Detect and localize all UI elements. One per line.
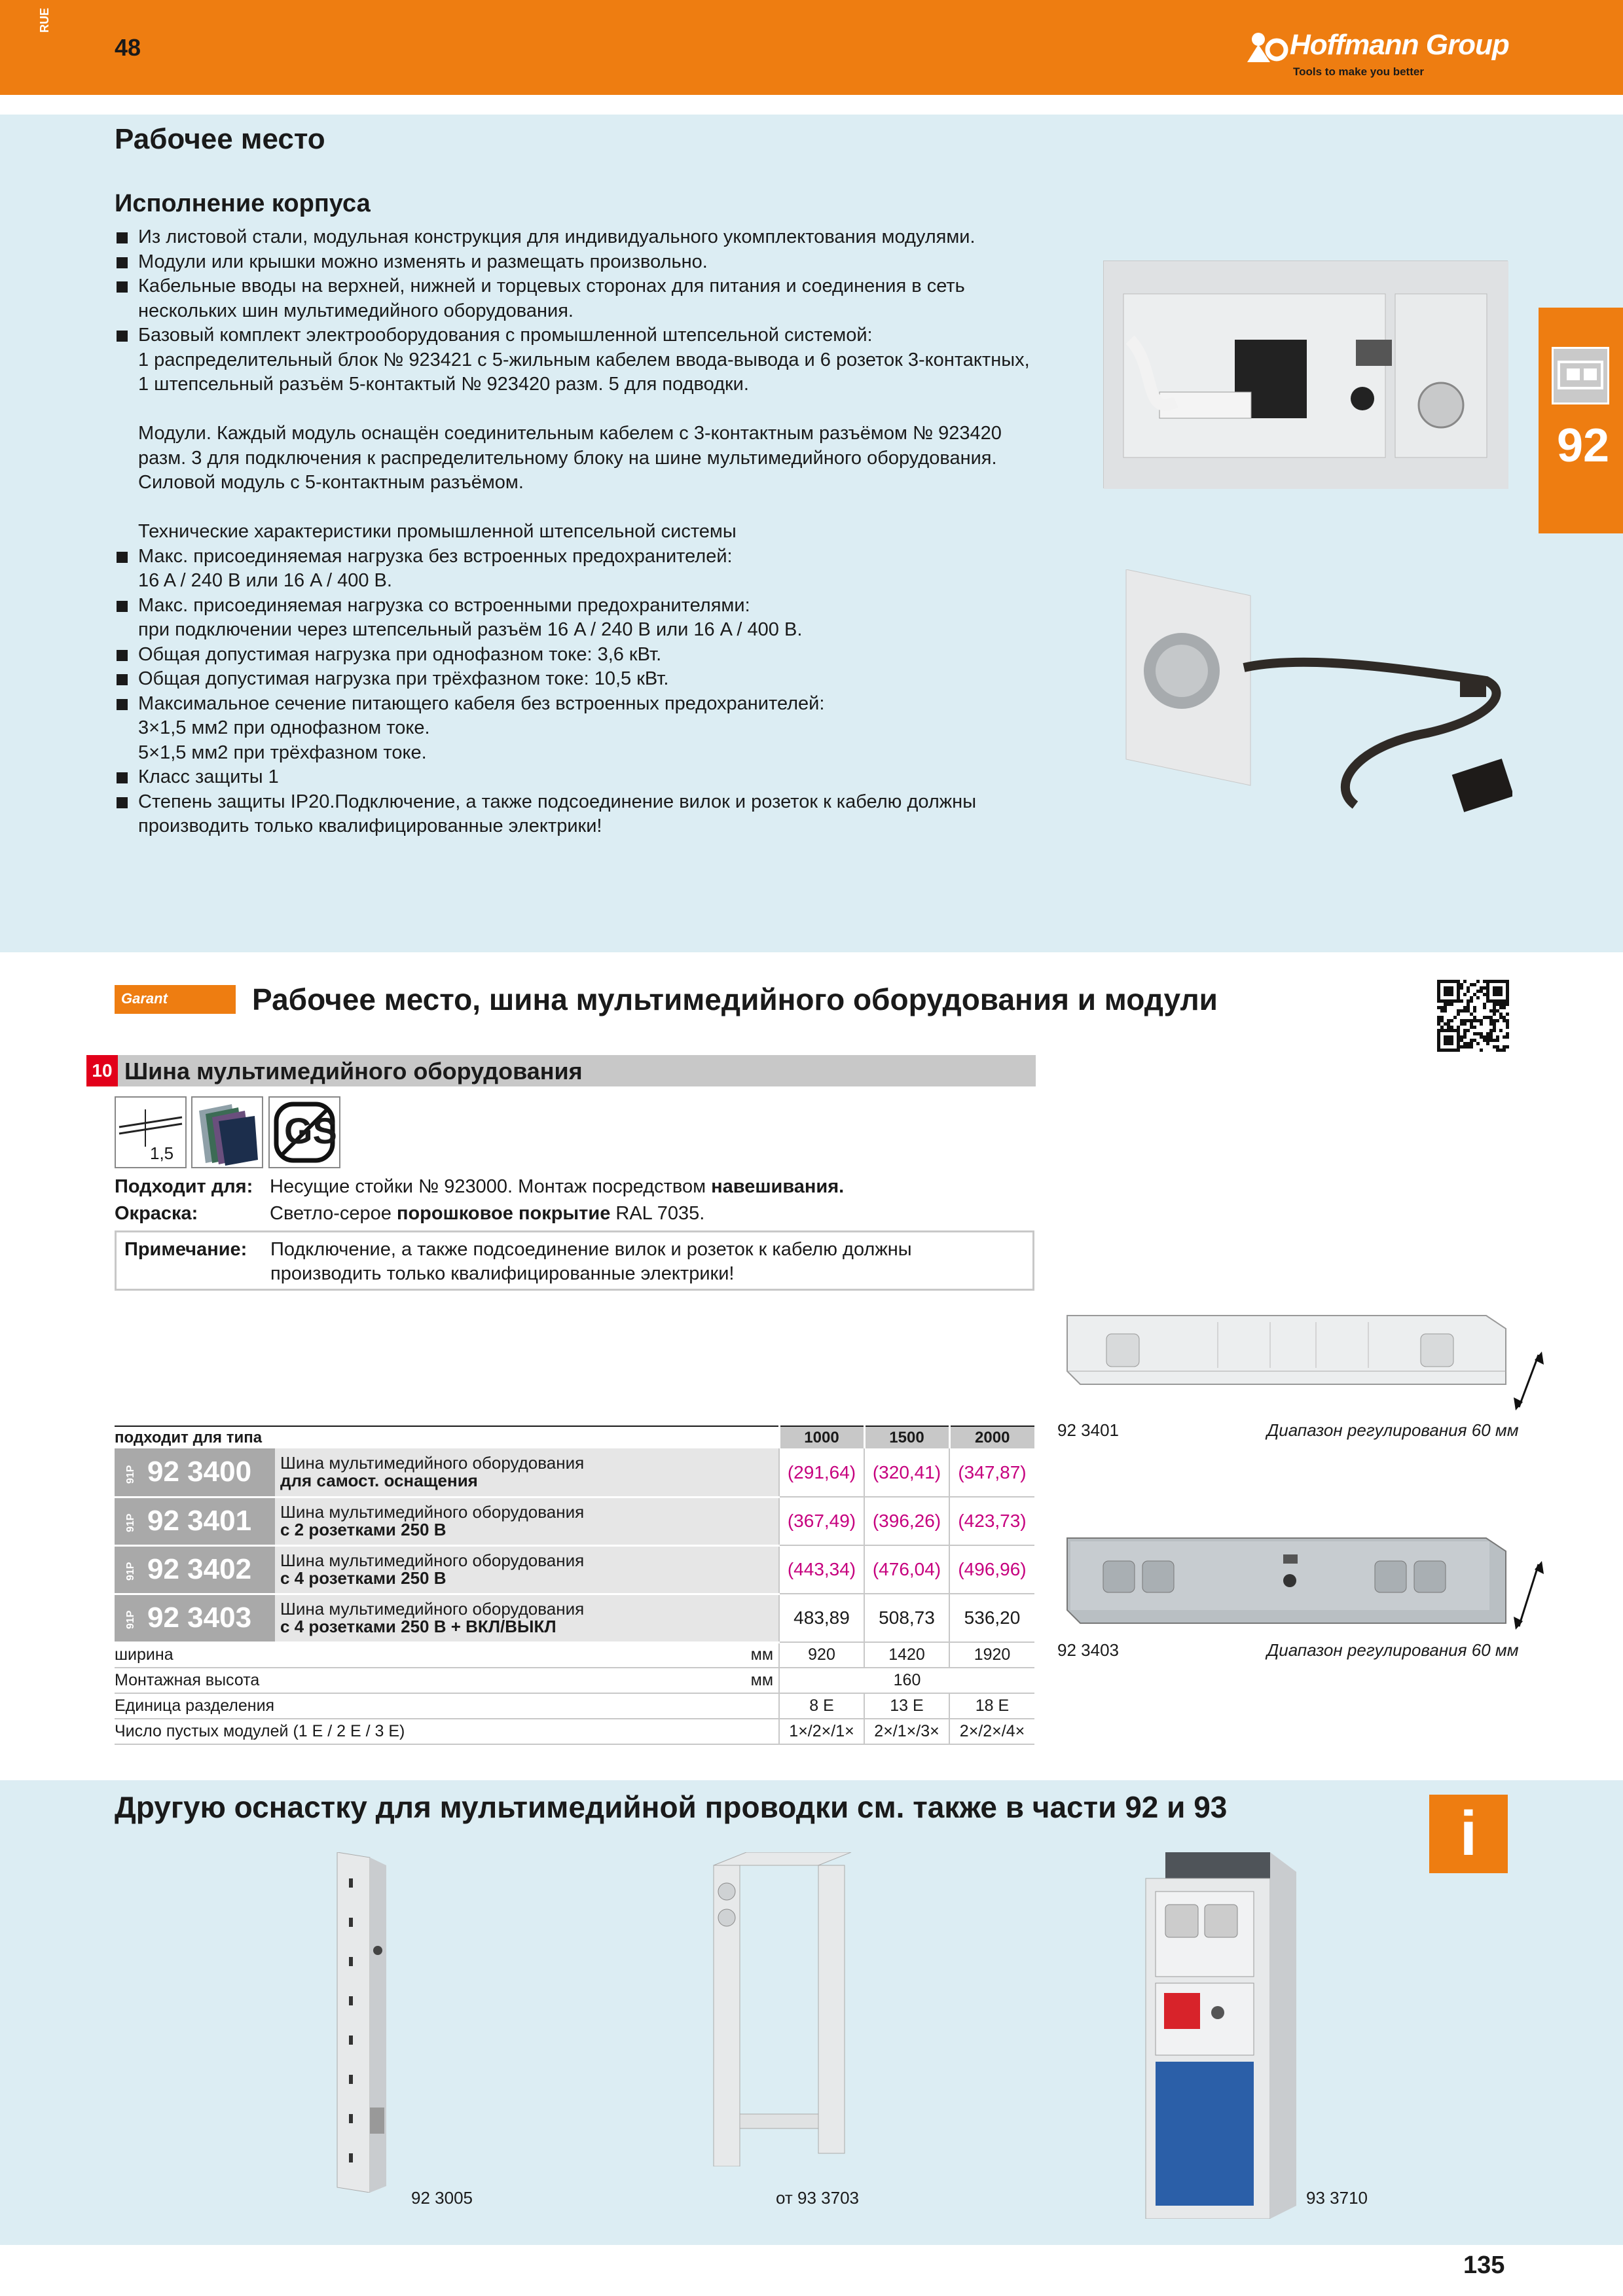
feature-line: Модули. Каждый модуль оснащён соединительным кабелем с 3-контактным разъёмом № 923420 <box>138 423 1002 444</box>
rail-photo-2-sockets <box>1054 1302 1545 1420</box>
hoffmann-logo-icon <box>1244 26 1290 65</box>
paint-text: Светло-серое порошковое покрытие RAL 7035. <box>270 1203 705 1224</box>
brand-name: Hoffmann Group <box>1290 29 1509 61</box>
color-swatches-icon <box>191 1096 263 1168</box>
article-description <box>275 1448 779 1497</box>
price-cell[interactable]: 536,20 <box>949 1594 1034 1642</box>
section-title: Рабочее место <box>115 123 325 155</box>
article-prefix: 91P <box>125 1465 136 1484</box>
product-title: Рабочее место, шина мультимедийного оборудования и модули <box>252 982 1218 1016</box>
description-line-1: Шина мультимедийного оборудования <box>280 1599 585 1619</box>
feature-line: Силовой модуль с 5-контактным разъёмом. <box>138 472 524 493</box>
spec-label: Монтажная высота <box>115 1668 727 1693</box>
description-line-2: с 2 розетками 250 В <box>280 1520 447 1539</box>
article-number-cell <box>115 1594 275 1642</box>
description-line-2: с 4 розетками 250 В <box>280 1568 447 1588</box>
article-number: 92 3402 <box>147 1553 252 1585</box>
table-row <box>115 1448 1034 1497</box>
note-box <box>115 1230 1034 1291</box>
spec-row <box>115 1668 1034 1693</box>
description-line-1: Шина мультимедийного оборудования <box>280 1502 585 1522</box>
language-code: RUE <box>38 7 51 33</box>
paint-label: Окраска: <box>115 1203 198 1224</box>
description-line-1: Шина мультимедийного оборудования <box>280 1453 585 1473</box>
figure-1-number: 92 3401 <box>1057 1420 1119 1440</box>
spec-row <box>115 1693 1034 1719</box>
feature-line: Из листовой стали, модульная конструкция для индивидуального укомплектования модулями. <box>115 225 1097 250</box>
table-row <box>115 1594 1034 1642</box>
feature-line: Базовый комплект электрооборудования с промышленной штепсельной системой: <box>115 323 1097 348</box>
feature-list <box>115 225 1097 839</box>
feature-line: 3×1,5 мм2 при однофазном токе. <box>138 717 430 738</box>
article-prefix: 91P <box>125 1513 136 1533</box>
article-prefix: 91P <box>125 1562 136 1581</box>
hoffmann-logo[interactable] <box>1244 26 1519 79</box>
chapter-tab[interactable] <box>1539 308 1623 533</box>
feature-line <box>115 495 1097 520</box>
frame-photo <box>707 1852 858 2166</box>
product-table <box>115 1426 1034 1745</box>
spec-row <box>115 1642 1034 1668</box>
gs-certification-icon <box>268 1096 340 1168</box>
feature-line: 5×1,5 мм2 при трёхфазном токе. <box>138 742 427 763</box>
power-cabinet-photo <box>1139 1852 1303 2219</box>
article-prefix: 91P <box>125 1610 136 1630</box>
accessory-1-number: 92 3005 <box>411 2188 473 2208</box>
accessory-3-number: 93 3710 <box>1306 2188 1368 2208</box>
info-icon[interactable]: i <box>1429 1795 1508 1873</box>
brand-tagline: Tools to make you better <box>1293 65 1424 78</box>
price-cell[interactable]: 508,73 <box>864 1594 949 1642</box>
price-cell[interactable]: (423,73) <box>949 1497 1034 1545</box>
garant-badge <box>115 985 236 1014</box>
spec-label: Единица разделения <box>115 1693 727 1719</box>
type-column-header: 1000 <box>779 1426 864 1448</box>
item-header <box>86 1055 1036 1086</box>
figure-1-caption: Диапазон регулирования 60 мм <box>1267 1420 1519 1440</box>
feature-line: разм. 3 для подключения к распределительному блоку на шине мультимедийного оборудования. <box>138 447 997 469</box>
spec-label: Число пустых модулей (1 E / 2 E / 3 E) <box>115 1719 727 1744</box>
fits-text: Несущие стойки № 923000. Монтаж посредством навешивания. <box>270 1176 845 1197</box>
price-cell[interactable]: (443,34) <box>779 1545 864 1594</box>
article-number-cell <box>115 1497 275 1545</box>
feature-line: Общая допустимая нагрузка при трёхфазном токе: 10,5 кВт. <box>115 667 1097 692</box>
feature-line: Кабельные вводы на верхней, нижней и торцевых сторонах для питания и соединения в сеть <box>115 274 1097 299</box>
spec-value: 1920 <box>949 1642 1034 1668</box>
spec-value: 920 <box>779 1642 864 1668</box>
sheet-thickness-icon <box>115 1096 187 1168</box>
fits-label: Подходит для: <box>115 1176 253 1197</box>
price-cell[interactable]: (496,96) <box>949 1545 1034 1594</box>
feature-line: производить только квалифицированные электрики! <box>138 816 602 836</box>
rail-photo-4-sockets-switch <box>1054 1528 1545 1640</box>
price-cell[interactable]: (396,26) <box>864 1497 949 1545</box>
feature-line: нескольких шин мультимедийного оборудования. <box>138 300 574 321</box>
spec-unit <box>727 1693 779 1719</box>
spec-value: 160 <box>779 1668 1034 1693</box>
garant-badge-text: Garant <box>121 990 168 1007</box>
price-cell[interactable]: (320,41) <box>864 1448 949 1497</box>
spec-value: 8 E <box>779 1693 864 1719</box>
feature-line: Технические характеристики промышленной штепсельной системы <box>138 521 737 542</box>
article-description <box>275 1594 779 1642</box>
type-column-header: 2000 <box>949 1426 1034 1448</box>
distribution-block-photo <box>1103 260 1508 488</box>
page-number-bottom: 135 <box>1463 2251 1505 2279</box>
connector-cable-photo <box>1120 569 1512 844</box>
feature-line: Общая допустимая нагрузка при однофазном токе: 3,6 кВт. <box>115 643 1097 668</box>
feature-line: Класс защиты 1 <box>115 765 1097 790</box>
item-title: Шина мультимедийного оборудования <box>124 1058 583 1085</box>
feature-line: Макс. присоединяемая нагрузка со встроенными предохранителями: <box>115 594 1097 619</box>
feature-line: Макс. присоединяемая нагрузка без встроенных предохранителей: <box>115 545 1097 569</box>
spec-unit <box>727 1719 779 1744</box>
chapter-number: 92 <box>1557 420 1610 472</box>
feature-line: Максимальное сечение питающего кабеля без встроенных предохранителей: <box>115 692 1097 717</box>
spec-value: 18 E <box>949 1693 1034 1719</box>
price-cell[interactable]: (291,64) <box>779 1448 864 1497</box>
table-row <box>115 1497 1034 1545</box>
spec-value: 13 E <box>864 1693 949 1719</box>
feature-line: Степень защиты IP20.Подключение, а также подсоединение вилок и розеток к кабелю должны <box>115 790 1097 815</box>
price-cell[interactable]: (476,04) <box>864 1545 949 1594</box>
note-line-2: производить только квалифицированные электрики! <box>270 1263 735 1284</box>
qr-code-icon[interactable] <box>1437 980 1509 1052</box>
distribution-block-image <box>1104 261 1508 489</box>
workbench-icon <box>1552 347 1609 404</box>
price-cell[interactable]: (367,49) <box>779 1497 864 1545</box>
article-description <box>275 1497 779 1545</box>
accessory-2-number: от 93 3703 <box>776 2188 860 2208</box>
note-line-1: Подключение, а также подсоединение вилок и розеток к кабелю должны <box>270 1239 912 1260</box>
article-description <box>275 1545 779 1594</box>
thickness-value: 1,5 <box>150 1143 174 1163</box>
page-number-top: 48 <box>115 34 141 61</box>
price-cell[interactable]: (347,87) <box>949 1448 1034 1497</box>
article-number-cell <box>115 1545 275 1594</box>
type-header-label: подходит для типа <box>115 1426 779 1448</box>
description-line-2: с 4 розетками 250 В + ВКЛ/ВЫКЛ <box>280 1617 556 1636</box>
figure-2-caption: Диапазон регулирования 60 мм <box>1267 1640 1519 1660</box>
feature-line: 16 A / 240 В или 16 A / 400 В. <box>138 570 392 591</box>
feature-line: при подключении через штепсельный разъём 16 A / 240 В или 16 A / 400 В. <box>138 619 803 640</box>
spec-unit: мм <box>727 1642 779 1668</box>
article-number: 92 3403 <box>147 1602 252 1634</box>
spec-value: 1420 <box>864 1642 949 1668</box>
spec-unit: мм <box>727 1668 779 1693</box>
figure-2-number: 92 3403 <box>1057 1640 1119 1660</box>
feature-line <box>115 397 1097 422</box>
connector-cable-image <box>1120 569 1512 844</box>
table-header-row <box>115 1426 1034 1448</box>
spec-label: ширина <box>115 1642 727 1668</box>
feature-line: 1 распределительный блок № 923421 с 5-жильным кабелем ввода-вывода и 6 розеток 3-контактных, <box>138 349 1030 370</box>
spec-value: 2×/1×/3× <box>864 1719 949 1744</box>
description-line-1: Шина мультимедийного оборудования <box>280 1551 585 1570</box>
spec-value: 2×/2×/4× <box>949 1719 1034 1744</box>
spec-row <box>115 1719 1034 1744</box>
description-line-2: для самост. оснащения <box>280 1471 478 1491</box>
price-cell[interactable]: 483,89 <box>779 1594 864 1642</box>
note-label: Примечание: <box>124 1239 247 1260</box>
type-column-header: 1500 <box>864 1426 949 1448</box>
table-row <box>115 1545 1034 1594</box>
item-number: 10 <box>86 1055 118 1086</box>
gs-mark: GS <box>284 1110 337 1151</box>
support-post-photo <box>331 1852 396 2193</box>
accessories-title: Другую оснастку для мультимедийной проводки см. также в части 92 и 93 <box>115 1790 1228 1824</box>
feature-line: 1 штепсельный разъём 5-контактый № 923420 разм. 5 для подводки. <box>138 374 749 395</box>
article-number: 92 3400 <box>147 1456 252 1488</box>
section-subtitle: Исполнение корпуса <box>115 190 371 217</box>
article-number: 92 3401 <box>147 1505 252 1537</box>
article-number-cell <box>115 1448 275 1497</box>
feature-line: Модули или крышки можно изменять и размещать произвольно. <box>115 250 1097 275</box>
spec-value: 1×/2×/1× <box>779 1719 864 1744</box>
